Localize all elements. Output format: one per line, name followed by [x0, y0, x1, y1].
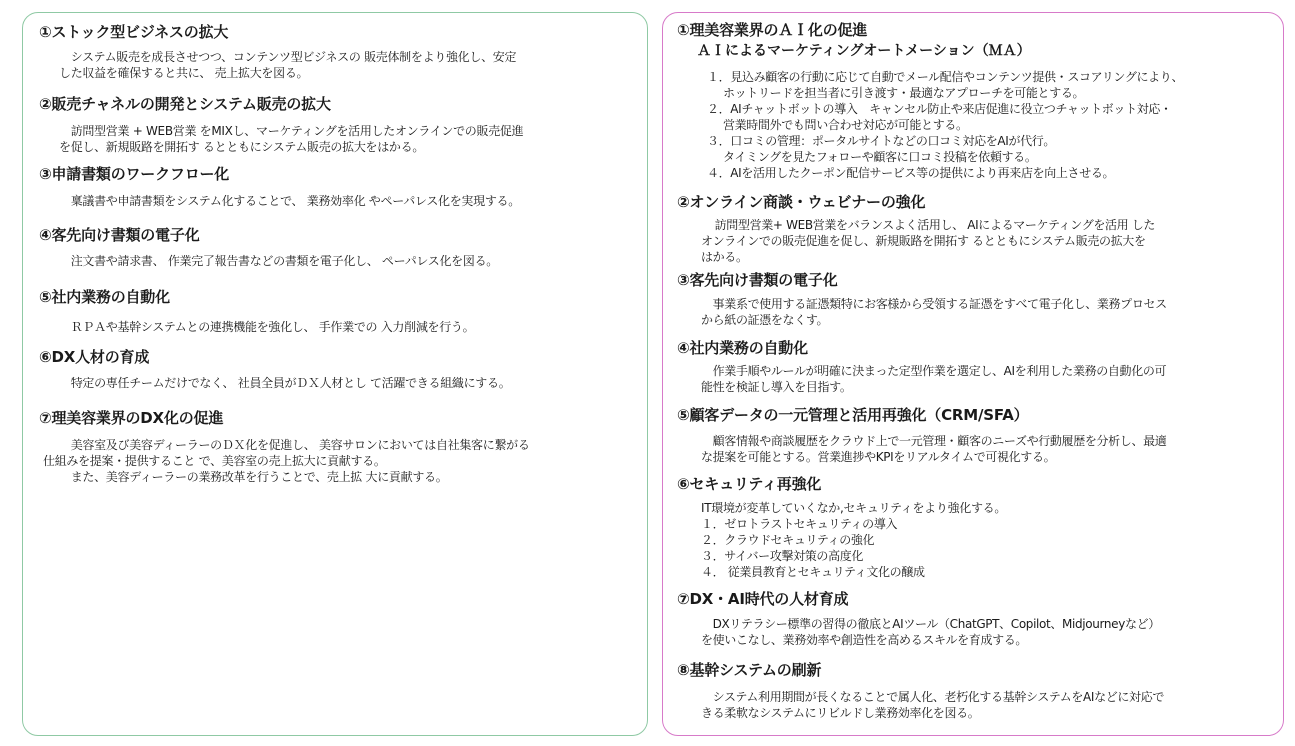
list-item: ３．サイバー攻撃対策の高度化 [701, 549, 864, 563]
text-line: を使いこなし、業務効率や創造性を高めるスキルを育成する。 [701, 633, 1028, 647]
list-item-continuation: タイミングを見たフォローや顧客に口コミ投稿を依頼する。 [723, 150, 1037, 164]
text-line: 仕組みを提案・提供すること で、美容室の売上拡大に貢献する。 [43, 454, 386, 468]
text-line: 訪問型営業+ WEB営業をバランスよく活用し、 AIによるマーケティングを活用 した [703, 218, 1156, 232]
list-item: １．ゼロトラストセキュリティの導入 [701, 517, 898, 531]
section-title: ③客先向け書類の電子化 [677, 271, 838, 289]
text-line: きる柔軟なシステムにリビルドし業務効率化を図る。 [701, 706, 980, 720]
numbered-list [701, 516, 925, 580]
section-intro: IT環境が変革していくなか,セキュリティをより強化する。 [701, 501, 1007, 515]
left-panel [22, 12, 648, 736]
text-line: DXリテラシー標準の習得の徹底とAIツール（ChatGPT、Copilot、Midjourneyなど） [701, 617, 1160, 631]
text-line: 訪問型営業 + WEB営業 をMIXし、マーケティングを活用したオンラインでの販売促進 [59, 124, 524, 138]
text-line: また、美容ディーラーの業務改革を行うことで、売上拡 大に貢献する。 [59, 470, 448, 484]
section-body [701, 689, 1267, 721]
text-line: 美容室及び美容ディーラーのＤＸ化を促進し、 美容サロンにおいては自社集客に繋がる [59, 438, 530, 452]
list-item-continuation: 営業時間外でも問い合わせ対応が可能とする。 [723, 118, 968, 132]
text-line: した収益を確保すると共に、 売上拡大を図る。 [59, 66, 309, 80]
section-title: ⑧基幹システムの刷新 [677, 661, 822, 679]
section-body [701, 616, 1267, 648]
section-title: ④客先向け書類の電子化 [39, 226, 200, 244]
section-title: ①ストック型ビジネスの拡大 [39, 23, 229, 41]
list-item: ４．AIを活用したクーポン配信サービス等の提供により再来店を向上させる。 [707, 166, 1115, 180]
text-line: 顧客情報や商談履歴をクラウド上で一元管理・顧客のニーズや行動履歴を分析し、最適 [701, 434, 1167, 448]
text-line: システム利用期間が長くなることで属人化、老朽化する基幹システムをAIなどに対応で [701, 690, 1165, 704]
section-title: ⑥セキュリティ再強化 [677, 475, 822, 493]
text-line: オンラインでの販売促進を促し、新規販路を開拓す るとともにシステム販売の拡大を [701, 234, 1146, 248]
section-title: ⑦理美容業界のDX化の促進 [39, 409, 224, 427]
list-item: ３．口コミの管理：ポータルサイトなどの口コミ対応をAIが代行。 [707, 134, 1056, 148]
section-body [43, 437, 631, 485]
text-line: 稟議書や申請書類をシステム化することで、 業務効率化 やペーパレス化を実現する。 [59, 194, 520, 208]
right-panel [662, 12, 1284, 736]
text-line: 特定の専任チームだけでなく、 社員全員がＤＸ人材とし て活躍できる組織にする。 [59, 376, 511, 390]
section-body [701, 296, 1267, 328]
text-line: 事業系で使用する証憑類特にお客様から受領する証憑をすべて電子化し、業務プロセス [701, 297, 1167, 311]
list-item-continuation: ホットリードを担当者に引き渡す・最適なアプローチを可能とする。 [723, 86, 1085, 100]
text-line: を促し、新規販路を開拓す るとともにシステム販売の拡大をはかる。 [59, 140, 425, 154]
text-line: はかる。 [701, 250, 748, 264]
text-line: システム販売を成長させつつ、コンテンツ型ビジネスの 販売体制をより強化し、安定 [59, 50, 517, 64]
section-title: ④社内業務の自動化 [677, 339, 808, 357]
section-body [59, 319, 631, 335]
text-line: から紙の証憑をなくす。 [701, 313, 829, 327]
section-title: ⑤顧客データの一元管理と活用再強化（CRM/SFA） [677, 406, 1029, 424]
section-body [701, 433, 1267, 465]
section-title: ①理美容業界のＡＩ化の促進 [677, 21, 868, 39]
section-title: ⑤社内業務の自動化 [39, 288, 170, 306]
section-title: ②販売チャネルの開発とシステム販売の拡大 [39, 95, 331, 113]
list-item: １．見込み顧客の行動に応じて自動でメール配信やコンテンツ提供・スコアリングにより、 [707, 70, 1184, 84]
section-title: ②オンライン商談・ウェビナーの強化 [677, 193, 926, 211]
section-body [701, 363, 1267, 395]
list-item: ２．AIチャットボットの導入 キャンセル防止や来店促進に役立つチャットボット対応・ [707, 102, 1172, 116]
section-title: ⑥DX人材の育成 [39, 348, 150, 366]
text-line: 作業手順やルールが明確に決まった定型作業を選定し、AIを利用した業務の自動化の可 [701, 364, 1167, 378]
section-body [59, 193, 631, 209]
section-title: ⑦DX・AI時代の人材育成 [677, 590, 849, 608]
section-body [59, 375, 631, 391]
section-subtitle: ＡＩによるマーケティングオートメーション（ＭＡ） [697, 43, 1031, 59]
section-body [59, 123, 631, 155]
section-title: ③申請書類のワークフロー化 [39, 165, 230, 183]
numbered-list [707, 69, 1183, 181]
list-item: ２．クラウドセキュリティの強化 [701, 533, 875, 547]
text-line: な提案を可能とする。営業進捗やKPIをリアルタイムで可視化する。 [701, 450, 1056, 464]
text-line: ＲＰＡや基幹システムとの連携機能を強化し、 手作業での 入力削減を行う。 [59, 320, 475, 334]
list-item: ４． 従業員教育とセキュリティ文化の醸成 [701, 565, 925, 579]
text-line: 能性を検証し導入を目指す。 [701, 380, 852, 394]
section-body [703, 217, 1267, 265]
section-body [59, 253, 631, 269]
section-body [59, 49, 631, 81]
text-line: 注文書や請求書、 作業完了報告書などの書類を電子化し、 ペーパレス化を図る。 [59, 254, 498, 268]
